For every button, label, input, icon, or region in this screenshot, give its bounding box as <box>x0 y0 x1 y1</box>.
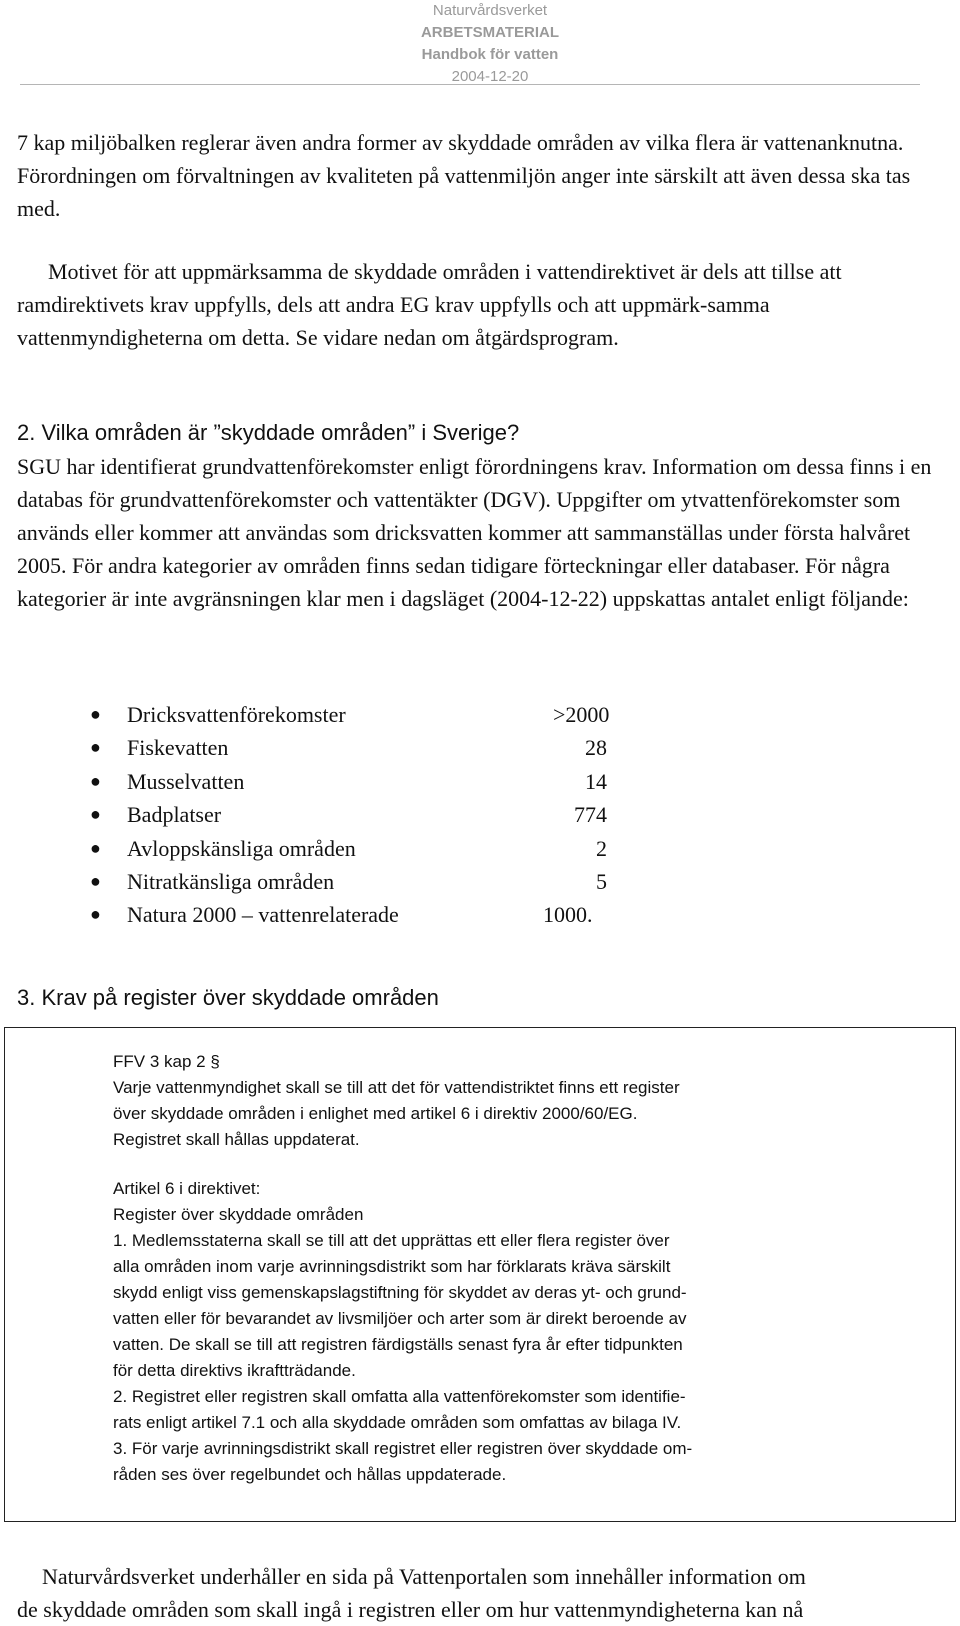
header-divider <box>20 84 920 85</box>
article-line: 2. Registret eller registren skall omfatta alla vattenförekomster som identifie- <box>113 1387 686 1406</box>
list-item <box>75 865 607 898</box>
list-item <box>75 832 607 865</box>
motive-paragraph: Motivet för att uppmärksamma de skyddade områden i vattendirektivet är dels att tillse att ramdirektivets krav uppfylls, dels att andra EG krav uppfylls och att uppmärk-samma vattenmyndigheterna om detta. Se vidare nedan om åtgärdsprogram. <box>17 259 842 350</box>
list-item-label: Musselvatten <box>127 768 245 794</box>
list-item-label: Natura 2000 – vattenrelaterade <box>127 902 399 928</box>
section-2-paragraph: SGU har identifierat grundvattenförekomster enligt förordningens krav. Information om dessa finns i en databas för grundvattenförekomster och vattentäkter (DGV). Uppgifter om ytvattenförekomster som används eller kommer att användas som dricksvatten kommer att sammanställas under första halvåret 2005. För andra kategorier av områden finns sedan tidigare förteckningar eller databaser. För några kategorier är inte avgränsningen klar men i dagsläget (2004-12-22) uppskattas antalet enligt följande: <box>17 454 932 611</box>
bullet-icon: ● <box>90 737 101 758</box>
article-line: alla områden inom varje avrinningsdistrikt som har förklarats kräva särskilt <box>113 1257 671 1276</box>
bullet-icon: ● <box>90 870 101 891</box>
article-line: rats enligt artikel 7.1 och alla skyddade områden som omfattas av bilaga IV. <box>113 1413 682 1432</box>
intro-paragraph: 7 kap miljöbalken reglerar även andra former av skyddade områden av vilka flera är vattenanknutna. Förordningen om förvaltningen av kvaliteten på vattenmiljön anger inte särskilt att även dessa ska tas med. <box>17 130 911 221</box>
list-item <box>75 898 595 931</box>
list-item-label: Avloppskänsliga områden <box>127 835 356 861</box>
ffv-line: Registret skall hållas uppdaterat. <box>113 1130 360 1149</box>
list-item-label: Fiskevatten <box>127 735 229 761</box>
protected-areas-list <box>75 698 610 932</box>
ffv-line: Varje vattenmyndighet skall se till att det för vattendistriktet finns ett register <box>113 1078 680 1097</box>
list-item-value: 774 <box>574 802 607 828</box>
bullet-icon: ● <box>90 770 101 791</box>
list-item <box>75 698 610 731</box>
header-org: Naturvårdsverket <box>432 2 548 19</box>
bullet-icon: ● <box>90 904 101 925</box>
closing-line: Naturvårdsverket underhåller en sida på Vattenportalen som innehåller information om <box>42 1564 806 1589</box>
header-date: 2004-12-20 <box>451 68 529 85</box>
page-header <box>370 0 610 88</box>
ffv-section <box>113 1049 853 1153</box>
section-2-heading: 2. Vilka områden är ”skyddade områden” i Sverige? <box>17 420 520 445</box>
list-item-label: Nitratkänsliga områden <box>127 868 335 894</box>
ffv-line: över skyddade områden i enlighet med artikel 6 i direktiv 2000/60/EG. <box>113 1104 638 1123</box>
list-item <box>75 731 607 764</box>
article-line: skydd enligt viss gemenskapslagstiftning för skyddet av deras yt- och grund- <box>113 1283 687 1302</box>
section-3-heading: 3. Krav på register över skyddade områden <box>17 985 439 1010</box>
header-status: ARBETSMATERIAL <box>420 24 560 41</box>
article-line: 3. För varje avrinningsdistrikt skall registret eller registren över skyddade om- <box>113 1439 693 1458</box>
closing-line: de skyddade områden som skall ingå i registren eller om hur vattenmyndigheterna kan nå <box>17 1597 804 1622</box>
article-line: 1. Medlemsstaterna skall se till att det upprättas ett eller flera register över <box>113 1231 670 1250</box>
list-item-label: Badplatser <box>127 802 222 828</box>
article-section <box>113 1176 853 1488</box>
bullet-icon: ● <box>90 837 101 858</box>
list-item-label: Dricksvattenförekomster <box>127 702 346 727</box>
closing-paragraph <box>17 1560 937 1626</box>
article-heading: Artikel 6 i direktivet: <box>113 1179 261 1198</box>
list-item <box>75 765 607 798</box>
article-line: vatten eller för bevarandet av livsmiljöer och arter som är direkt beroende av <box>113 1309 687 1328</box>
list-item-value: >2000 <box>553 702 610 727</box>
ffv-reference: FFV 3 kap 2 § <box>113 1052 220 1071</box>
article-title: Register över skyddade områden <box>113 1205 364 1224</box>
list-item <box>75 798 607 831</box>
bullet-icon: ● <box>90 804 101 825</box>
list-item-value: 5 <box>596 868 607 894</box>
header-title: Handbok för vatten <box>421 46 559 63</box>
bullet-icon: ● <box>90 704 101 724</box>
article-line: för detta direktivs ikraftträdande. <box>113 1361 356 1380</box>
list-item-value: 28 <box>585 735 607 761</box>
list-item-value: 14 <box>585 768 607 794</box>
article-line: vatten. De skall se till att registren färdigställs senast fyra år efter tidpunkten <box>113 1335 683 1354</box>
list-item-value: 2 <box>596 835 607 861</box>
list-item-value: 1000. <box>543 902 593 928</box>
article-line: råden ses över regelbundet och hållas uppdaterade. <box>113 1465 507 1484</box>
